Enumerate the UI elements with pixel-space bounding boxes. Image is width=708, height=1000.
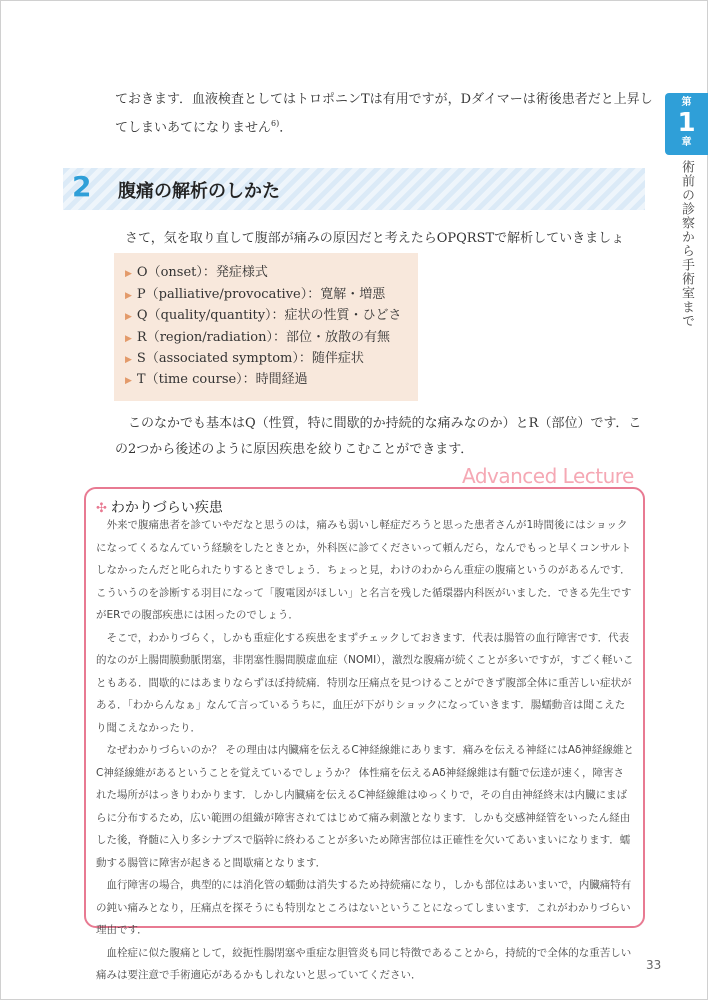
chapter-label-bottom: 章 [681, 137, 692, 148]
section-title: 腹痛の解析のしかた [118, 181, 280, 202]
list-item [125, 328, 390, 348]
triangle-bullet-icon: ▶ [125, 334, 132, 344]
after-list-text: このなかでも基本はQ（性質，特に間歇的か持続的な痛みなのか）とR（部位）です．この2つから後述のように原因疾患を絞りこむことができます． [115, 416, 642, 457]
section-number: 2 [72, 170, 92, 203]
chapter-tab [665, 93, 708, 155]
list-item [125, 306, 402, 326]
advanced-lecture-label: Advanced Lecture [462, 464, 634, 488]
page-number: 33 [646, 958, 662, 972]
list-item-text: O（onset）：発症様式 [136, 265, 268, 280]
intro-end: ． [279, 120, 293, 136]
advanced-body [96, 514, 634, 987]
after-list-paragraph [115, 411, 650, 463]
triangle-bullet-icon: ▶ [125, 291, 132, 301]
advanced-paragraph: なぜわかりづらいのか？ その理由は内臓痛を伝えるC神経線維にあります．痛みを伝える神経にはAδ神経線維とC神経線維があるということを覚えているでしょうか？ 体性痛を伝えるAδ神経線維は有髄で伝達が速く，障害された場所がはっきりわかります．しかし内臓痛を伝えるC神経線維はゆっくりで，その自由神経終末は内臓にまばらに分布するため，広い範囲の組織が障害されてはじめて痛み刺激となります．しかも交感神経管をいったん経由した後，脊髄に入り多シナプスで脳幹に終わることが多いため障害部位は正確性を欠いてあいまいになります．蠕動する腸管に障害が起きると間歇痛となります． [96, 744, 634, 869]
list-item [125, 285, 385, 305]
section-paragraph: さて，気を取り直して腹部が痛みの原因だと考えたらOPQRSTで解析していきましょ [125, 231, 625, 246]
chapter-label-top: 第 [681, 97, 692, 108]
triangle-bullet-icon: ▶ [125, 355, 132, 365]
intro-text: ておきます．血液検査としてはトロポニンTは有用ですが，Dダイマーは術後患者だと上昇してしまいあてになりません [115, 92, 653, 136]
list-item [125, 349, 364, 369]
advanced-paragraph: そこで，わかりづらく，しかも重症化する疾患をまずチェックしておきます．代表は腸管の血行障害です．代表的なのが上腸間膜動脈閉塞，非閉塞性腸間膜虚血症（NOMI），激烈な腹痛が続くことが多いですが，すごく軽いこともある．間歇的にはあまりならずほぼ持続痛．特別な圧痛点を見つけることができず腹部全体に重苦しい症状がある．「わからんなぁ」なんて言っているうちに，血圧が下がりショックになっていきます．腸蠕動音は聞こえたり聞こえなかったり． [96, 631, 634, 734]
advanced-heading-text: わかりづらい疾患 [110, 500, 223, 516]
advanced-paragraph: 血栓症に似た腹痛として，絞扼性腸閉塞や重症な胆管炎も同じ特徴であることから，持続的で全体的な重苦しい痛みは要注意で手術適応があるかもしれないと思っていてください． [96, 946, 632, 981]
advanced-paragraph: 外来で腹痛患者を診ていやだなと思うのは，痛みも弱いし軽症だろうと思った患者さんが1時間後にはショックになってくるなんていう経験をしたときとか，外科医に診てくださいって頼んだら，なんでもっと早くコンサルトしなかったんだと叱られたりするときでしょう．ちょっと見，わけのわからん重症の腹痛というのがあるんです．こういうのを診断する羽目になって「腹電図がほしい」と名言を残した循環器内科医がいました．できる先生ですがERでの腹部疾患には困ったのでしょう． [96, 519, 632, 621]
intro-reference: 6) [271, 119, 280, 128]
chapter-title: 術前の診察から手術室まで [679, 160, 694, 328]
list-item-text: T（time course）：時間経過 [136, 372, 308, 387]
triangle-bullet-icon: ▶ [125, 312, 132, 322]
list-item-text: R（region/radiation）：部位・放散の有無 [136, 330, 390, 345]
list-item-text: Q（quality/quantity）：症状の性質・ひどさ [136, 308, 402, 323]
triangle-bullet-icon: ▶ [125, 269, 132, 279]
list-item-text: S（associated symptom）：随伴症状 [136, 351, 364, 366]
list-item [125, 263, 268, 283]
list-item-text: P（palliative/provocative）：寛解・増悪 [136, 287, 386, 302]
advanced-paragraph: 血行障害の場合，典型的には消化管の蠕動は消失するため持続痛になり，しかも部位はあいまいで，内臓痛特有の鈍い痛みとなり，圧痛点を探そうにも特別なところはないということになってしまいます．これがわかりづらい理由です． [96, 879, 632, 936]
chapter-number: 1 [677, 108, 696, 138]
cross-ornament-icon: ✣ [96, 501, 107, 516]
intro-paragraph [115, 88, 655, 140]
list-item [125, 370, 308, 390]
triangle-bullet-icon: ▶ [125, 376, 132, 386]
